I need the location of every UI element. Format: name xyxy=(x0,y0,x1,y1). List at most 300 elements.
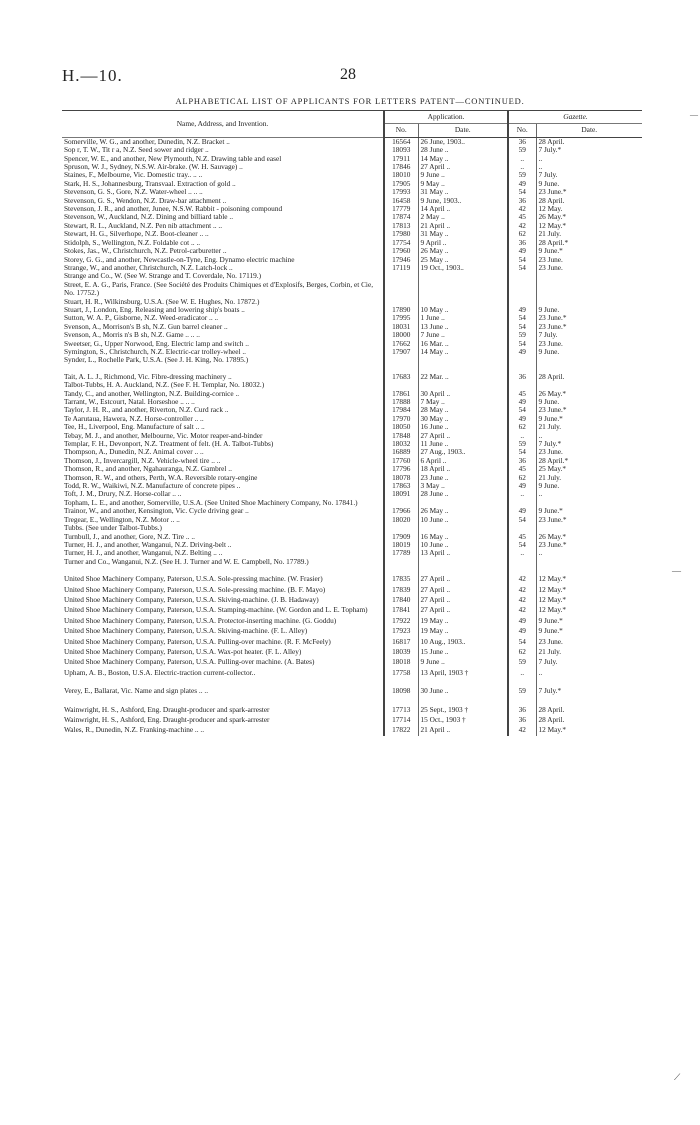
table-row xyxy=(62,381,642,389)
cell-name: Synder, L., Rochelle Park, U.S.A. (See J. H. King, No. 17895.) xyxy=(64,356,249,365)
cell-gazette-no: 36 xyxy=(508,705,536,715)
page-title: ALPHABETICAL LIST OF APPLICANTS FOR LETTERS PATENT—CONTINUED. xyxy=(175,96,525,106)
cell-app-no: 17839 xyxy=(384,585,418,595)
cell-name: United Shoe Machinery Company, Paterson, U.S.A. Skiving-machine. (F. L. Alley) xyxy=(64,626,308,636)
cell-name: United Shoe Machinery Company, Paterson, U.S.A. Wax-pot heater. (F. L. Alley) xyxy=(64,646,302,656)
cell-gazette-no: 42 xyxy=(508,605,536,615)
cell-gazette-no: 54 xyxy=(508,541,536,549)
cell-gazette-no: 49 xyxy=(508,482,536,490)
table-row xyxy=(62,647,642,657)
table-row xyxy=(62,415,642,423)
cell-app-no: 17835 xyxy=(384,574,418,584)
cell-app-date: 14 May .. xyxy=(418,155,508,163)
cell-gazette-date: 7 July.* xyxy=(536,686,642,696)
cell-app-no: 17966 xyxy=(384,507,418,515)
cell-gazette-date: 7 July. xyxy=(536,171,642,179)
cell-app-date: 30 May .. xyxy=(418,415,508,423)
cell-gazette-date: .. xyxy=(536,432,642,440)
cell-app-date: 19 May .. xyxy=(418,616,508,626)
cell-gazette-date xyxy=(536,524,642,532)
cell-name: Turner, H. J., and another, Wanganui, N.Z. Belting .. .. xyxy=(64,549,223,558)
cell-gazette-no xyxy=(508,281,536,298)
cell-app-date: 16 June .. xyxy=(418,423,508,431)
cell-gazette-date: .. xyxy=(536,668,642,678)
cell-app-no: 17789 xyxy=(384,549,418,557)
table-row xyxy=(62,574,642,584)
cell-app-date: 21 April .. xyxy=(418,222,508,230)
cell-app-no: 17683 xyxy=(384,373,418,381)
cell-name: Turnbull, J., and another, Gore, N.Z. Tire .. .. xyxy=(64,532,195,541)
table-row xyxy=(62,626,642,636)
cell-name: Stewart, R. L., Auckland, N.Z. Pen nib attachment .. .. xyxy=(64,221,223,230)
cell-gazette-date: 23 June.* xyxy=(536,541,642,549)
cell-app-date: 14 May .. xyxy=(418,348,508,356)
cell-app-no: 18018 xyxy=(384,657,418,667)
cell-gazette-date: 12 May. xyxy=(536,205,642,213)
cell-name: Strange and Co., W. (See W. Strange and T. Coverdale, No. 17119.) xyxy=(64,272,262,281)
cell-app-no: 16889 xyxy=(384,448,418,456)
cell-gazette-no: 49 xyxy=(508,415,536,423)
table-row xyxy=(62,188,642,196)
cell-gazette-date: .. xyxy=(536,490,642,498)
cell-gazette-date: 23 June.* xyxy=(536,188,642,196)
cell-name: Stevenson, W., Auckland, N.Z. Dining and billiard table .. xyxy=(64,213,234,222)
cell-gazette-date: 28 April.* xyxy=(536,457,642,465)
spacer-cell xyxy=(508,678,536,686)
spacer-cell xyxy=(536,697,642,705)
table-row xyxy=(62,482,642,490)
cell-name: Stewart, H. G., Silverhope, N.Z. Boot-cleaner .. .. xyxy=(64,230,209,239)
cell-gazette-date: 9 June.* xyxy=(536,616,642,626)
cell-gazette-no: 42 xyxy=(508,222,536,230)
cell-app-date: 10 May .. xyxy=(418,306,508,314)
cell-app-date: 7 May .. xyxy=(418,398,508,406)
cell-gazette-date: 23 June. xyxy=(536,448,642,456)
cell-name: Sweetser, G., Upper Norwood, Eng. Electric lamp and switch .. xyxy=(64,339,249,348)
table-row xyxy=(62,448,642,456)
cell-app-no: 17714 xyxy=(384,715,418,725)
cell-app-date: 31 May .. xyxy=(418,188,508,196)
cell-gazette-no: 49 xyxy=(508,348,536,356)
table-body xyxy=(62,137,642,736)
cell-gazette-date: .. xyxy=(536,549,642,557)
cell-gazette-date: 12 May.* xyxy=(536,574,642,584)
cell-gazette-date: 28 April. xyxy=(536,715,642,725)
cell-app-no: 17846 xyxy=(384,163,418,171)
cell-app-no: 17995 xyxy=(384,314,418,322)
cell-gazette-date: 28 April. xyxy=(536,705,642,715)
cell-gazette-date: 21 July. xyxy=(536,647,642,657)
cell-app-no: 17909 xyxy=(384,533,418,541)
cell-gazette-no: 54 xyxy=(508,323,536,331)
cell-gazette-date: 28 April. xyxy=(536,373,642,381)
spacer-cell xyxy=(418,678,508,686)
table-row xyxy=(62,725,642,735)
column-header-app-no: No. xyxy=(384,124,418,137)
column-header-gazette: Gazette. xyxy=(508,111,642,124)
cell-app-no: 17922 xyxy=(384,616,418,626)
table-row xyxy=(62,264,642,272)
cell-gazette-date: 23 June. xyxy=(536,264,642,272)
cell-gazette-date: .. xyxy=(536,155,642,163)
table-row xyxy=(62,657,642,667)
table-row xyxy=(62,490,642,498)
cell-app-date: 25 Sept., 1903 † xyxy=(418,705,508,715)
cell-name: United Shoe Machinery Company, Paterson, U.S.A. Skiving-machine. (J. B. Hadaway) xyxy=(64,594,319,604)
cell-app-no: 17713 xyxy=(384,705,418,715)
cell-app-date: 6 April .. xyxy=(418,457,508,465)
cell-gazette-no: 59 xyxy=(508,686,536,696)
cell-gazette-date xyxy=(536,281,642,298)
cell-gazette-no xyxy=(508,524,536,532)
cell-app-date: 3 May .. xyxy=(418,482,508,490)
cell-gazette-date xyxy=(536,298,642,306)
table-row xyxy=(62,524,642,532)
cell-name: Symington, S., Christchurch, N.Z. Electric-car trolley-wheel .. xyxy=(64,347,246,356)
table-row xyxy=(62,180,642,188)
cell-gazette-no: 59 xyxy=(508,440,536,448)
cell-app-date: 9 May .. xyxy=(418,180,508,188)
series-code: H.—10. xyxy=(62,66,123,85)
cell-gazette-no: .. xyxy=(508,549,536,557)
spacer-cell xyxy=(536,365,642,373)
cell-app-no: 17119 xyxy=(384,264,418,272)
cell-gazette-no: 36 xyxy=(508,715,536,725)
cell-gazette-date: 7 July. xyxy=(536,331,642,339)
table-row xyxy=(62,686,642,696)
cell-gazette-no: 42 xyxy=(508,595,536,605)
cell-gazette-no: 54 xyxy=(508,188,536,196)
cell-app-date xyxy=(418,381,508,389)
cell-name: United Shoe Machinery Company, Paterson, U.S.A. Pulling-over machine. (A. Bates) xyxy=(64,657,315,667)
cell-name: Stevenson, G. S., Wendon, N.Z. Draw-bar attachment .. xyxy=(64,196,227,205)
cell-app-date: 19 May .. xyxy=(418,626,508,636)
cell-gazette-date: 9 June.* xyxy=(536,507,642,515)
cell-name: Stuart, H. R., Wilkinsburg, U.S.A. (See W. E. Hughes, No. 17872.) xyxy=(64,297,260,306)
cell-gazette-no xyxy=(508,381,536,389)
cell-gazette-date: 26 May.* xyxy=(536,390,642,398)
cell-gazette-no: 36 xyxy=(508,137,536,146)
cell-app-no xyxy=(384,356,418,364)
table-row xyxy=(62,306,642,314)
cell-app-no: 17840 xyxy=(384,595,418,605)
cell-gazette-no: 54 xyxy=(508,516,536,524)
table-row xyxy=(62,457,642,465)
cell-name: Wainwright, H. S., Ashford, Eng. Draught-producer and spark-arrester xyxy=(64,704,270,714)
cell-gazette-no: .. xyxy=(508,668,536,678)
cell-gazette-no: .. xyxy=(508,155,536,163)
table-row xyxy=(62,205,642,213)
cell-gazette-date xyxy=(536,558,642,566)
cell-app-no: 17890 xyxy=(384,306,418,314)
cell-gazette-no: 36 xyxy=(508,457,536,465)
column-header-application: Application. xyxy=(384,111,508,124)
cell-app-date: 27 April .. xyxy=(418,163,508,171)
cell-name: United Shoe Machinery Company, Paterson, U.S.A. Sole-pressing machine. (B. F. Mayo) xyxy=(64,584,326,594)
cell-gazette-no xyxy=(508,298,536,306)
cell-app-no: 17662 xyxy=(384,340,418,348)
cell-gazette-no: 36 xyxy=(508,239,536,247)
cell-app-date xyxy=(418,558,508,566)
cell-app-no: 18098 xyxy=(384,686,418,696)
cell-gazette-date: 9 June. xyxy=(536,306,642,314)
table-row xyxy=(62,230,642,238)
cell-gazette-no: 59 xyxy=(508,171,536,179)
cell-gazette-date: .. xyxy=(536,163,642,171)
cell-app-date: 13 June .. xyxy=(418,323,508,331)
cell-app-date: 27 Aug., 1903.. xyxy=(418,448,508,456)
cell-gazette-date: 23 June.* xyxy=(536,516,642,524)
cell-gazette-date: 9 June.* xyxy=(536,415,642,423)
cell-app-date: 27 April .. xyxy=(418,432,508,440)
cell-name: Svenson, A., Morrison's B sh, N.Z. Gun barrel cleaner .. xyxy=(64,322,228,331)
cell-app-no: 17970 xyxy=(384,415,418,423)
cell-gazette-no: 42 xyxy=(508,585,536,595)
page-number: 28 xyxy=(340,66,356,83)
cell-gazette-no: 54 xyxy=(508,314,536,322)
cell-app-no: 17796 xyxy=(384,465,418,473)
cell-name: Strange, W., and another, Christchurch, N.Z. Latch-lock .. xyxy=(64,263,233,272)
cell-app-no: 18050 xyxy=(384,423,418,431)
cell-app-no: 17779 xyxy=(384,205,418,213)
cell-name: Tubbs. (See under Talbot-Tubbs.) xyxy=(64,524,162,533)
cell-gazette-date: 23 June. xyxy=(536,637,642,647)
cell-app-no: 18032 xyxy=(384,440,418,448)
cell-app-date: 10 Aug., 1903.. xyxy=(418,637,508,647)
table-row xyxy=(62,541,642,549)
cell-gazette-no: 54 xyxy=(508,264,536,272)
cell-gazette-date: 7 July.* xyxy=(536,146,642,154)
cell-gazette-no: 49 xyxy=(508,398,536,406)
cell-gazette-no xyxy=(508,499,536,507)
table-row xyxy=(62,163,642,171)
cell-name: Spencer, W. E., and another, New Plymouth, N.Z. Drawing table and easel xyxy=(64,154,282,163)
cell-gazette-no: 49 xyxy=(508,180,536,188)
cell-gazette-no: 49 xyxy=(508,306,536,314)
cell-name: Stokes, Jas., W., Christchurch, N.Z. Petrol-carburetter .. xyxy=(64,247,227,256)
cell-gazette-no: .. xyxy=(508,490,536,498)
cell-app-date: 7 June .. xyxy=(418,331,508,339)
cell-app-date: 15 June .. xyxy=(418,647,508,657)
cell-name: Storey, G. G., and another, Newcastle-on-Tyne, Eng. Dynamo electric machine xyxy=(64,255,295,264)
table-row xyxy=(62,390,642,398)
cell-app-date xyxy=(418,272,508,280)
cell-app-no: 17905 xyxy=(384,180,418,188)
cell-app-no: 16817 xyxy=(384,637,418,647)
cell-app-date: 15 Oct., 1903 † xyxy=(418,715,508,725)
cell-gazette-date: 12 May.* xyxy=(536,222,642,230)
cell-app-date: 27 April .. xyxy=(418,605,508,615)
table-row xyxy=(62,585,642,595)
table-row xyxy=(62,715,642,725)
cell-name: Upham, A. B., Boston, U.S.A. Electric-traction current-collector.. xyxy=(64,667,256,677)
cell-app-no: 17848 xyxy=(384,432,418,440)
cell-app-date: 27 April .. xyxy=(418,595,508,605)
cell-gazette-no: 49 xyxy=(508,507,536,515)
cell-gazette-no: 54 xyxy=(508,340,536,348)
cell-app-no: 17960 xyxy=(384,247,418,255)
table-row xyxy=(62,356,642,364)
cell-gazette-date: 28 April. xyxy=(536,137,642,146)
cell-gazette-date: 12 May.* xyxy=(536,595,642,605)
cell-app-date: 10 June .. xyxy=(418,516,508,524)
cell-gazette-date: 23 June. xyxy=(536,340,642,348)
cell-app-date: 10 June .. xyxy=(418,541,508,549)
cell-app-no: 18093 xyxy=(384,146,418,154)
cell-gazette-date xyxy=(536,381,642,389)
cell-gazette-date: 28 April. xyxy=(536,197,642,205)
table-row xyxy=(62,256,642,264)
cell-name: Wales, R., Dunedin, N.Z. Franking-machine .. .. xyxy=(64,725,205,735)
cell-name: Thompson, A., Dunedin, N.Z. Animal cover .. .. xyxy=(64,448,204,457)
cell-name: Talbot-Tubbs, H. A. Auckland, N.Z. (See F. H. Templar, No. 18032.) xyxy=(64,381,265,390)
cell-gazette-no: 42 xyxy=(508,725,536,735)
cell-gazette-no xyxy=(508,272,536,280)
table-row xyxy=(62,558,642,566)
spacer-cell xyxy=(418,566,508,574)
cell-gazette-no: 36 xyxy=(508,197,536,205)
cell-gazette-no: 45 xyxy=(508,465,536,473)
spacer-cell xyxy=(508,697,536,705)
cell-app-date: 18 April .. xyxy=(418,465,508,473)
table-row xyxy=(62,323,642,331)
cell-name: Thomson, R., and another, Ngahauranga, N.Z. Gambrel .. xyxy=(64,465,232,474)
cell-gazette-date: 23 June.* xyxy=(536,314,642,322)
table-row xyxy=(62,272,642,280)
cell-gazette-date: 7 July. xyxy=(536,657,642,667)
table-row xyxy=(62,637,642,647)
table-row xyxy=(62,465,642,473)
cell-app-no: 18020 xyxy=(384,516,418,524)
cell-app-date: 27 April .. xyxy=(418,585,508,595)
cell-gazette-date: 23 June. xyxy=(536,256,642,264)
cell-gazette-date: 9 June.* xyxy=(536,626,642,636)
cell-app-no xyxy=(384,381,418,389)
cell-name: Tee, H., Liverpool, Eng. Manufacture of salt .. .. xyxy=(64,423,205,432)
cell-gazette-no: 49 xyxy=(508,247,536,255)
table-row xyxy=(62,668,642,678)
cell-name: Staines, F., Melbourne, Vic. Domestic tray.. .. .. xyxy=(64,171,203,180)
cell-gazette-no: 59 xyxy=(508,331,536,339)
cell-app-date: 1 June .. xyxy=(418,314,508,322)
cell-gazette-no: 49 xyxy=(508,616,536,626)
cell-app-no: 16564 xyxy=(384,137,418,146)
cell-gazette-no: 42 xyxy=(508,205,536,213)
cell-gazette-date xyxy=(536,499,642,507)
cell-gazette-date: 9 June.* xyxy=(536,247,642,255)
spacer-cell xyxy=(418,365,508,373)
table-row xyxy=(62,281,642,298)
spacer-cell xyxy=(536,678,642,686)
table-row xyxy=(62,678,642,686)
cell-app-no: 17822 xyxy=(384,725,418,735)
cell-name: Stidolph, S., Wellington, N.Z. Foldable cot .. .. xyxy=(64,238,201,247)
cell-app-date: 21 April .. xyxy=(418,725,508,735)
table-row xyxy=(62,239,642,247)
table-row xyxy=(62,432,642,440)
table-row xyxy=(62,516,642,524)
cell-app-date: 23 June .. xyxy=(418,474,508,482)
cell-app-date: 13 April, 1903 † xyxy=(418,668,508,678)
cell-name: Sop r, T. W., Tit r a, N.Z. Seed sower and ridger .. xyxy=(64,146,209,155)
cell-name: Somerville, W. G., and another, Dunedin, N.Z. Bracket .. xyxy=(64,137,230,146)
spacer-cell xyxy=(62,697,384,705)
cell-name: Todd, R. W., Waikiwi, N.Z. Manufacture of concrete pipes .. xyxy=(64,482,241,491)
cell-gazette-no: 54 xyxy=(508,406,536,414)
cell-app-date xyxy=(418,499,508,507)
cell-app-no: 17923 xyxy=(384,626,418,636)
cell-gazette-date: 9 June. xyxy=(536,348,642,356)
spacer-cell xyxy=(536,566,642,574)
cell-app-no: 17863 xyxy=(384,482,418,490)
table-row xyxy=(62,507,642,515)
table-row xyxy=(62,566,642,574)
table-row xyxy=(62,616,642,626)
table-row xyxy=(62,197,642,205)
cell-name: Tarrant, W., Estcourt, Natal. Horseshoe .. .. .. xyxy=(64,398,195,406)
cell-name: Spruson, W. J., Sydney, N.S.W. Air-brake. (W. H. Sauvage) .. xyxy=(64,163,243,172)
table-row xyxy=(62,213,642,221)
cell-app-no: 17841 xyxy=(384,605,418,615)
spacer-cell xyxy=(384,678,418,686)
cell-name: Thomson, R. W., and others, Perth, W.A. Reversible rotary-engine xyxy=(64,473,258,482)
cell-gazette-no: 36 xyxy=(508,373,536,381)
cell-name: Tregear, E., Wellington, N.Z. Motor .. .. xyxy=(64,515,180,524)
margin-mark: ⟋ xyxy=(674,1072,681,1082)
cell-app-date: 2 May .. xyxy=(418,213,508,221)
spacer-cell xyxy=(62,365,384,373)
table-row xyxy=(62,247,642,255)
spacer-cell xyxy=(384,365,418,373)
column-header-app-date: Date. xyxy=(418,124,508,137)
cell-app-no: 18010 xyxy=(384,171,418,179)
spacer-cell xyxy=(62,678,384,686)
cell-gazette-no: 62 xyxy=(508,647,536,657)
cell-app-date: 31 May .. xyxy=(418,230,508,238)
cell-gazette-no: .. xyxy=(508,163,536,171)
table-row xyxy=(62,222,642,230)
table-row xyxy=(62,331,642,339)
cell-gazette-date xyxy=(536,272,642,280)
cell-gazette-no: 45 xyxy=(508,390,536,398)
table-row xyxy=(62,705,642,715)
cell-gazette-date: 28 April.* xyxy=(536,239,642,247)
applicants-table xyxy=(62,110,642,736)
cell-name: Templar, F. H., Devonport, N.Z. Treatment of felt. (H. A. Talbot-Tubbs) xyxy=(64,440,274,449)
cell-name: United Shoe Machinery Company, Paterson, U.S.A. Pulling-over machine. (R. F. McFeely) xyxy=(64,636,331,646)
cell-name: Topham, L. E., and another, Somerville, U.S.A. (See United Shoe Machinery Company, No. 17841.) xyxy=(64,498,358,507)
cell-gazette-date: 23 June.* xyxy=(536,406,642,414)
cell-app-date: 28 June .. xyxy=(418,490,508,498)
cell-app-no xyxy=(384,298,418,306)
cell-gazette-no: 54 xyxy=(508,637,536,647)
table-row xyxy=(62,533,642,541)
cell-gazette-date: 21 July. xyxy=(536,423,642,431)
cell-app-date: 9 June, 1903.. xyxy=(418,197,508,205)
cell-app-no: 18039 xyxy=(384,647,418,657)
cell-app-no xyxy=(384,281,418,298)
table-row xyxy=(62,697,642,705)
cell-app-date xyxy=(418,281,508,298)
table-row xyxy=(62,605,642,615)
spacer-cell xyxy=(384,566,418,574)
cell-app-date: 16 Mar. .. xyxy=(418,340,508,348)
table-row xyxy=(62,373,642,381)
cell-app-date: 14 April .. xyxy=(418,205,508,213)
cell-app-no: 17980 xyxy=(384,230,418,238)
cell-app-no: 17813 xyxy=(384,222,418,230)
margin-mark: — xyxy=(672,566,681,576)
